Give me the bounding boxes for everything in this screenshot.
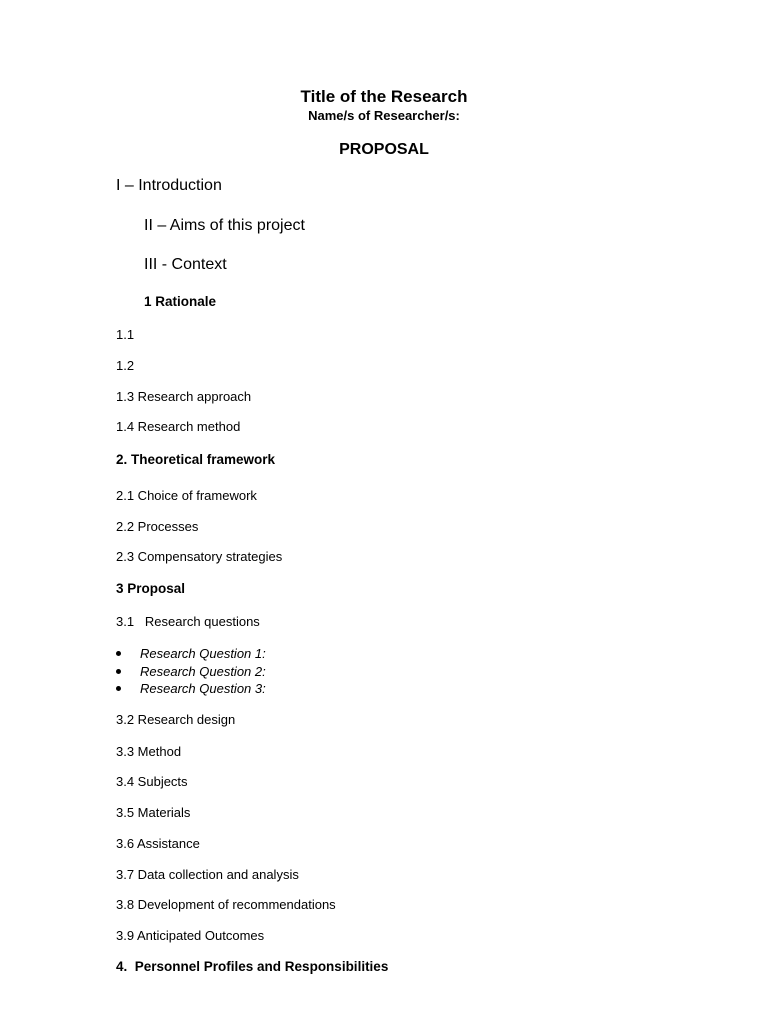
section-3-3: 3.3 Method (116, 744, 182, 759)
research-questions-list (116, 645, 266, 698)
section-1-3: 1.3 Research approach (116, 389, 252, 404)
section-3-5: 3.5 Materials (116, 805, 191, 820)
researchers-label: Name/s of Researcher/s: (308, 108, 460, 123)
section-3-7: 3.7 Data collection and analysis (116, 867, 299, 882)
section-proposal: 3 Proposal (116, 581, 186, 596)
list-item (116, 663, 266, 681)
section-3-6: 3.6 Assistance (116, 836, 200, 851)
section-1-1: 1.1 (116, 327, 135, 342)
section-3-8: 3.8 Development of recommendations (116, 897, 336, 912)
section-1-4: 1.4 Research method (116, 419, 241, 434)
section-2-3: 2.3 Compensatory strategies (116, 549, 283, 564)
bullet-icon (116, 686, 121, 691)
section-personnel: 4. Personnel Profiles and Responsibilities (116, 959, 389, 974)
list-item (116, 680, 266, 698)
list-item (116, 645, 266, 663)
section-2-2: 2.2 Processes (116, 519, 199, 534)
section-2-1: 2.1 Choice of framework (116, 488, 257, 503)
section-introduction: I – Introduction (116, 177, 222, 194)
section-rationale: 1 Rationale (144, 294, 217, 309)
research-question-1: Research Question 1: (140, 646, 266, 661)
research-question-2: Research Question 2: (140, 663, 266, 679)
section-3-4: 3.4 Subjects (116, 774, 188, 789)
section-3-2: 3.2 Research design (116, 712, 236, 727)
section-3-9: 3.9 Anticipated Outcomes (116, 928, 265, 943)
bullet-icon (116, 651, 121, 656)
research-question-3: Research Question 3: (140, 681, 266, 696)
section-1-2: 1.2 (116, 358, 135, 373)
section-aims: II – Aims of this project (144, 217, 305, 234)
section-3-1: 3.1 Research questions (116, 614, 260, 629)
research-title: Title of the Research (300, 87, 468, 106)
section-context: III - Context (144, 256, 227, 273)
proposal-heading: PROPOSAL (339, 141, 429, 158)
bullet-icon (116, 669, 121, 674)
section-theoretical-framework: 2. Theoretical framework (116, 452, 276, 467)
